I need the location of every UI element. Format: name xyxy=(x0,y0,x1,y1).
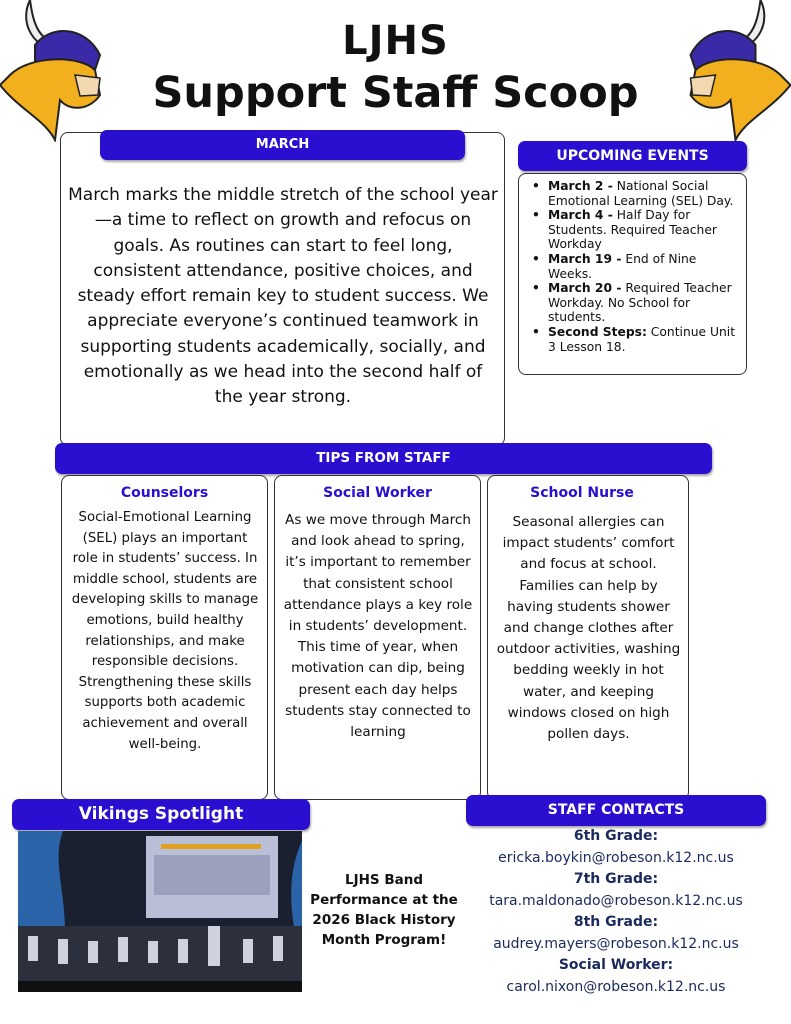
spotlight-caption: LJHS Band Performance at the 2026 Black History Month Program! xyxy=(310,872,458,948)
event-item xyxy=(528,179,743,208)
contacts-heading: STAFF CONTACTS xyxy=(466,795,766,826)
event-item xyxy=(528,281,743,325)
event-item xyxy=(528,252,743,281)
march-body: March marks the middle stretch of the school year—a time to reflect on growth and refocus on goals. As routines can start to feel long, consistent attendance, positive choices, and steady effort remain key to student success. We appreciate everyone’s continued teamwork in supporting students academically, socially, and emotionally as we head into the second half of the year strong. xyxy=(68,185,498,408)
social-worker-body: As we move through March and look ahead to spring, it’s important to remember that consistent school attendance plays a key role in students’ development. This time of year, when motivation can dip, being present each day helps students stay connected to learning xyxy=(283,512,473,741)
event-date: Second Steps: xyxy=(548,324,647,339)
event-date: March 2 - xyxy=(548,179,613,193)
event-text: National Social Emotional Learning (SEL) Day. xyxy=(548,179,734,208)
counselors-title: Counselors xyxy=(120,485,209,501)
event-text: Half Day for Students. Required Teacher Workday xyxy=(548,208,717,252)
title-line-2: Support Staff Scoop xyxy=(152,68,639,118)
contacts-list xyxy=(466,826,766,998)
events-list xyxy=(528,179,743,354)
event-date: March 4 - xyxy=(548,208,613,223)
contact-role: 7th Grade: xyxy=(573,871,659,887)
event-date: March 19 - xyxy=(548,251,622,266)
events-heading: UPCOMING EVENTS xyxy=(518,141,747,171)
title-line-1: LJHS xyxy=(342,18,449,64)
nurse-title: School Nurse xyxy=(530,485,634,501)
contact-email[interactable]: ericka.boykin@robeson.k12.nc.us xyxy=(498,849,734,866)
contact-email[interactable]: tara.maldonado@robeson.k12.nc.us xyxy=(489,892,743,909)
contact-email[interactable]: audrey.mayers@robeson.k12.nc.us xyxy=(493,935,739,952)
contact-email[interactable]: carol.nixon@robeson.k12.nc.us xyxy=(506,978,726,995)
contact-role: Social Worker: xyxy=(558,957,674,973)
tips-heading: TIPS FROM STAFF xyxy=(55,443,712,474)
event-item xyxy=(528,208,743,252)
counselors-body: Social-Emotional Learning (SEL) plays an important role in students’ success. In middle school, students are developing skills to manage emotions, build healthy relationships, and make responsible decisions. Strengthening these skills supports both academic achievement and overall well-being. xyxy=(71,510,259,752)
march-heading: MARCH xyxy=(100,130,465,160)
event-text: End of Nine Weeks. xyxy=(548,251,697,281)
contact-role: 6th Grade: xyxy=(573,828,659,844)
event-item xyxy=(528,325,743,354)
event-date: March 20 - xyxy=(548,281,622,296)
event-text: Required Teacher Workday. No School for students. xyxy=(548,281,732,325)
band-performance-photo xyxy=(18,831,302,992)
social-worker-title: Social Worker xyxy=(323,485,432,501)
spotlight-heading: Vikings Spotlight xyxy=(12,799,310,830)
contact-role: 8th Grade: xyxy=(573,914,659,930)
nurse-body: Seasonal allergies can impact students’ comfort and focus at school. Families can help by having students shower and change clothes after outdoor activities, washing bedding weekly in hot water, and keeping windows closed on high pollen days. xyxy=(496,514,681,743)
event-text: Continue Unit 3 Lesson 18. xyxy=(548,324,736,354)
